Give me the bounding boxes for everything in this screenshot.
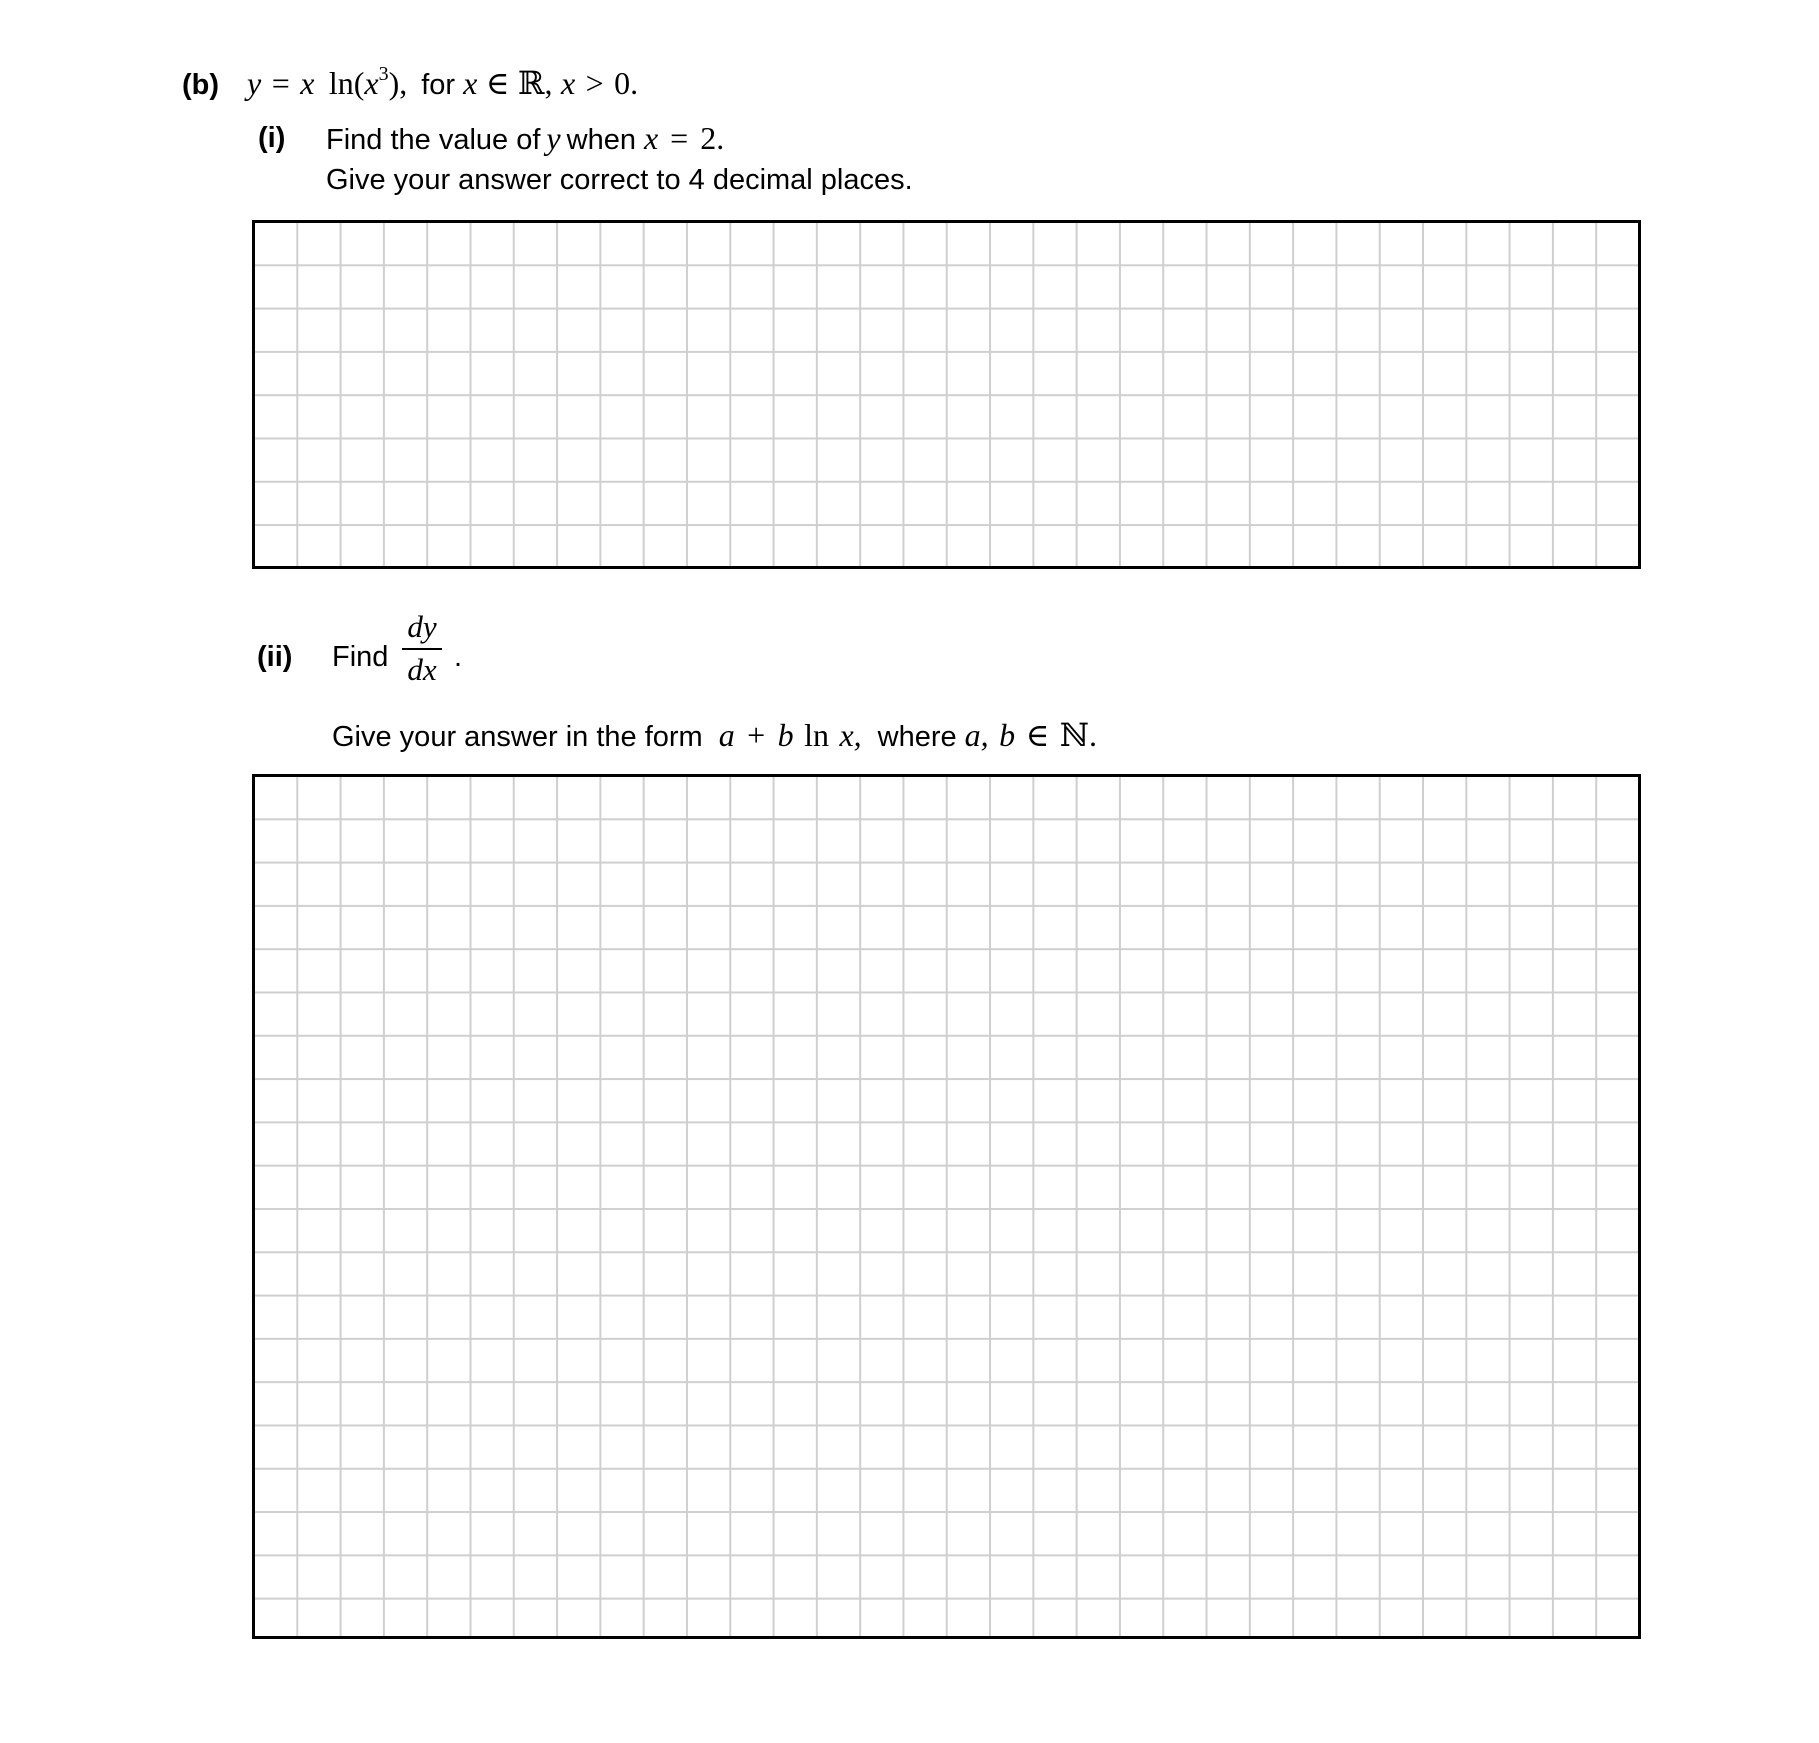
answer-box-ii[interactable] xyxy=(252,774,1641,1639)
subpart-ii-label: (ii) xyxy=(257,641,293,673)
subpart-ii-form-instruction: Give your answer in the form a + b ln x, where a, b ∈ ℕ. xyxy=(332,717,1097,753)
answer-form-expression: a + b ln x, xyxy=(718,717,862,753)
find-text: Find xyxy=(332,641,389,673)
fraction-bar xyxy=(402,648,442,650)
function-definition: y = x $\ln(x^3)$, xyxy=(247,63,408,101)
fraction-numerator: dy xyxy=(407,609,437,644)
natural-number-condition: a, b ∈ ℕ. xyxy=(964,717,1097,753)
part-label: (b) xyxy=(182,69,220,101)
fraction-denominator: dx xyxy=(407,652,437,687)
subpart-i-label: (i) xyxy=(258,122,286,154)
for-text: for xyxy=(421,69,456,101)
domain-condition: x ∈ ℝ, x > 0. xyxy=(463,65,639,101)
answer-box-i[interactable] xyxy=(252,220,1641,569)
question-header xyxy=(182,64,638,104)
derivative-fraction xyxy=(400,611,444,685)
subpart-i-instruction: Find the value of y when x = 2. xyxy=(326,120,725,156)
period: . xyxy=(454,641,463,673)
subpart-i-precision-note: Give your answer correct to 4 decimal places. xyxy=(326,164,913,196)
